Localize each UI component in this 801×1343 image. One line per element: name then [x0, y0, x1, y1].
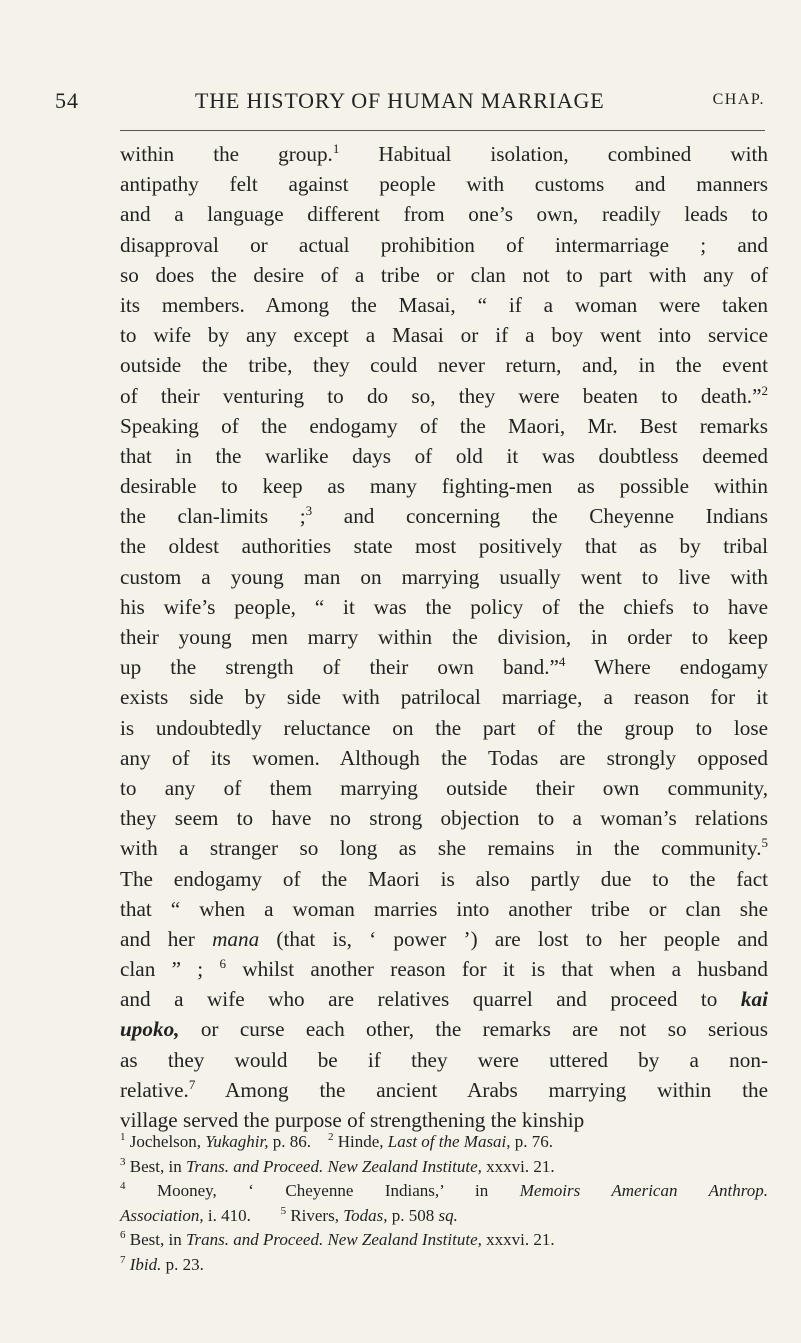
text-line: within the group.$^1$ Habitual isolation, combined with — [120, 141, 768, 166]
running-head: THE HISTORY OF HUMAN MARRIAGE — [195, 88, 605, 113]
text-line: and a language different from one’s own, readily leads to — [120, 202, 768, 227]
text-line: their young men marry within the division, in order to keep — [120, 625, 768, 649]
text-line: clan ” ; $^6$ whilst another reason for it is that when a husband — [120, 956, 768, 982]
text-line: so does the desire of a tribe or clan not to part with any of — [120, 262, 768, 287]
page-header — [55, 88, 765, 124]
chapter-marker: CHAP. — [712, 91, 765, 108]
italic-term: mana — [212, 926, 260, 951]
footnote-line: $^4$ Mooney, ‘ Cheyenne Indians,’ in Memoirs American Anthrop. — [120, 1180, 768, 1200]
text-line: any of its women. Although the Todas are strongly opposed — [120, 745, 768, 770]
text-line: that “ when a woman marries into another tribe or clan she — [120, 896, 768, 921]
text-line: that in the warlike days of old it was doubtless deemed — [120, 443, 768, 468]
text-line: upoko, or curse each other, the remarks are not so serious — [120, 1017, 768, 1042]
text-line: the clan-limits ;$^3$ and concerning the Cheyenne Indians — [120, 503, 769, 529]
text-line: exists side by side with patrilocal marriage, a reason for it — [120, 685, 768, 710]
text-line: relative.$^7$ Among the ancient Arabs marrying within the — [120, 1076, 768, 1102]
footnote-line: $^7$ Ibid. p. 23. — [120, 1253, 204, 1274]
footnote-ref: 6 — [219, 956, 227, 972]
footnote-ref: 3 — [305, 503, 313, 519]
text-line: as they would be if they were uttered by a non- — [120, 1047, 768, 1072]
text-line: outside the tribe, they could never return, and, in the event — [120, 353, 768, 378]
text-line: disapproval or actual prohibition of intermarriage ; and — [120, 232, 768, 257]
text-line: with a stranger so long as she remains in the community.$^5$ — [120, 835, 768, 861]
footnote-ref: 1 — [332, 141, 340, 156]
text-line: desirable to keep as many fighting-men as possible within — [120, 474, 768, 499]
text-line: his wife’s people, “ it was the policy of the chiefs to have — [120, 594, 768, 619]
text-line: to wife by any except a Masai or if a boy went into service — [120, 323, 768, 348]
footnote-ref: 4 — [558, 654, 566, 670]
body-text — [120, 139, 768, 1135]
footnote-line: Association, i. 410. $^5$ Rivers, Todas, p. 508 sq. — [120, 1204, 458, 1225]
text-line: and her mana (that is, ‘ power ’) are lost to her people and — [120, 926, 769, 951]
text-line: they seem to have no strong objection to a woman’s relations — [120, 806, 768, 831]
text-line: the oldest authorities state most positively that as by tribal — [120, 534, 768, 559]
page-number: 54 — [55, 88, 79, 113]
footnote-line: $^3$ Best, in Trans. and Proceed. New Zealand Institute, xxxvi. 21. — [120, 1155, 555, 1176]
text-line: its members. Among the Masai, “ if a woman were taken — [120, 292, 768, 317]
footnote-line: $^1$ Jochelson, Yukaghir, p. 86. $^2$ Hinde, Last of the Masai, p. 76. — [120, 1131, 554, 1151]
footnote-ref: 7 — [188, 1076, 196, 1092]
header-rule — [120, 130, 765, 131]
footnotes — [120, 1130, 768, 1277]
footnote-ref: 2 — [761, 382, 768, 398]
text-line: up the strength of their own band.”$^4$ Where endogamy — [120, 654, 769, 680]
text-line: village served the purpose of strengthening the kinship — [120, 1108, 585, 1132]
footnote-ref: 5 — [761, 835, 768, 851]
text-line: is undoubtedly reluctance on the part of the group to lose — [120, 715, 768, 740]
text-line: Speaking of the endogamy of the Maori, Mr. Best remarks — [120, 413, 768, 438]
italic-term: kai — [740, 987, 768, 1012]
text-line: and a wife who are relatives quarrel and proceed to kai — [120, 987, 768, 1012]
text-line: The endogamy of the Maori is also partly due to the fact — [120, 866, 768, 891]
text-line: antipathy felt against people with customs and manners — [120, 172, 768, 197]
text-line: custom a young man on marrying usually went to live with — [120, 564, 768, 589]
footnote-line: $^6$ Best, in Trans. and Proceed. New Zealand Institute, xxxvi. 21. — [120, 1229, 555, 1249]
text-line: to any of them marrying outside their own community, — [120, 775, 768, 800]
text-line: of their venturing to do so, they were beaten to death.”$^2$ — [120, 382, 768, 408]
italic-term: upoko, — [120, 1017, 180, 1042]
